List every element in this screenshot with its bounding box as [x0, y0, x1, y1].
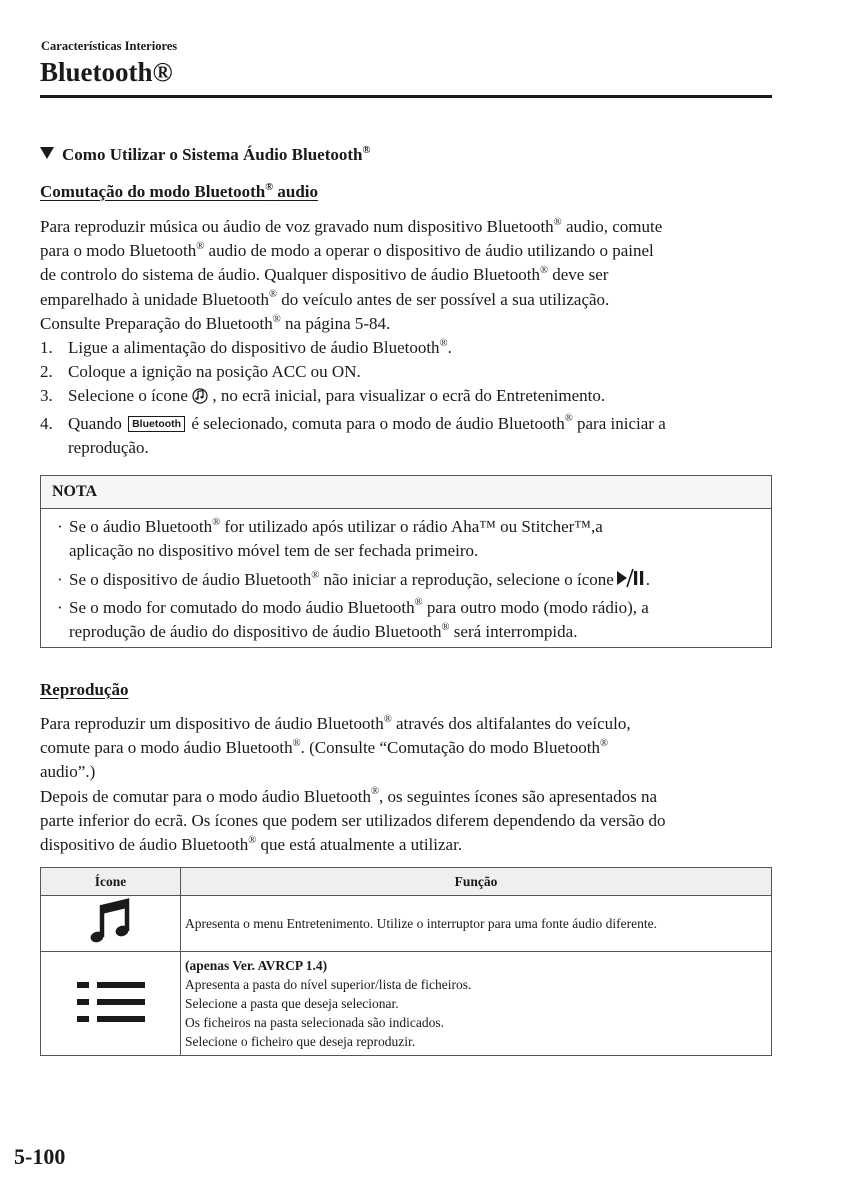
section-title: Como Utilizar o Sistema Áudio Bluetooth®	[40, 144, 370, 166]
note-list	[55, 515, 759, 644]
steps-list	[40, 336, 775, 460]
page-title: Bluetooth®	[40, 57, 173, 87]
bluetooth-badge: Bluetooth	[128, 416, 185, 432]
body-line: de controlo do sistema de áudio. Qualquer dispositivo de áudio Bluetooth® deve ser	[40, 265, 609, 285]
body-line: Depois de comutar para o modo áudio Bluetooth®, os seguintes ícones são apresentados na	[40, 786, 658, 806]
list-item: 3. Selecione o ícone , no ecrã inicial, para visualizar o ecrã do Entretenimento.	[40, 384, 775, 411]
list-item: 1. Ligue a alimentação do dispositivo de áudio Bluetooth®.	[40, 337, 452, 358]
list-icon	[75, 1013, 147, 1028]
body-line: Consulte Preparação do Bluetooth® na página 5-84.	[40, 313, 391, 333]
table-row	[41, 952, 772, 1056]
description-line: Apresenta a pasta do nível superior/lista de ficheiros.	[185, 977, 472, 992]
body-line: Para reproduzir música ou áudio de voz gravado num dispositivo Bluetooth® audio, comute	[40, 216, 663, 236]
note-heading: NOTA	[41, 476, 771, 509]
play-pause-icon	[614, 568, 646, 595]
list-item: 4. Quando Bluetooth é selecionado, comuta para o modo de áudio Bluetooth® para iniciar a reprodução.	[40, 413, 666, 457]
list-item: · Se o dispositivo de áudio Bluetooth® não iniciar a reprodução, selecione o ícone .	[55, 568, 759, 595]
body-line: comute para o modo áudio Bluetooth®. (Consulte “Comutação do modo Bluetooth®	[40, 738, 608, 758]
list-item: 2. Coloque a ignição na posição ACC ou ON.	[40, 362, 361, 382]
column-header-function: Função	[181, 868, 772, 896]
body-line: audio”.)	[40, 762, 96, 782]
music-circle-icon	[192, 386, 208, 411]
icon-function-table	[40, 867, 772, 1056]
version-label: (apenas Ver. AVRCP 1.4)	[185, 958, 328, 973]
chapter-label: Características Interiores	[41, 39, 178, 53]
description-line: Selecione o ficheiro que deseja reproduzir.	[185, 1034, 416, 1049]
note-box	[40, 475, 772, 648]
body-line: parte inferior do ecrã. Os ícones que podem ser utilizados diferem dependendo da versão do	[40, 810, 666, 830]
column-header-icon: Ícone	[41, 868, 181, 896]
playback-heading: Reprodução	[40, 680, 129, 699]
page-number: 5-100	[14, 1144, 66, 1169]
body-line: para o modo Bluetooth® audio de modo a operar o dispositivo de áudio utilizando o painel	[40, 241, 654, 261]
body-line: dispositivo de áudio Bluetooth® que está atualmente a utilizar.	[40, 834, 463, 855]
list-item: · Se o áudio Bluetooth® for utilizado após utilizar o rádio Aha™ ou Stitcher™,a aplicação no dispositivo móvel tem de ser fechada primeiro.	[57, 516, 603, 561]
music-note-icon	[89, 934, 133, 949]
description-line: Selecione a pasta que deseja selecionar.	[185, 996, 399, 1011]
table-row	[41, 896, 772, 952]
triangle-down-icon	[40, 147, 54, 159]
playback-body	[40, 712, 775, 857]
description-line: Os ficheiros na pasta selecionada são indicados.	[185, 1015, 445, 1030]
function-description	[181, 952, 772, 1056]
function-description: Apresenta o menu Entretenimento. Utilize o interruptor para uma fonte áudio diferente.	[181, 896, 772, 952]
body-line: emparelhado à unidade Bluetooth® do veículo antes de ser possível a sua utilização.	[40, 289, 610, 309]
title-divider	[40, 95, 772, 98]
list-item: · Se o modo for comutado do modo áudio Bluetooth® para outro modo (modo rádio), a reprodução de áudio do dispositivo de áudio Bluetooth® será interrompida.	[57, 597, 649, 641]
body-line: Para reproduzir um dispositivo de áudio Bluetooth® através dos altifalantes do veículo,	[40, 713, 631, 733]
mode-switch-heading: Comutação do modo Bluetooth® audio	[40, 181, 319, 201]
mode-switch-body	[40, 215, 775, 460]
